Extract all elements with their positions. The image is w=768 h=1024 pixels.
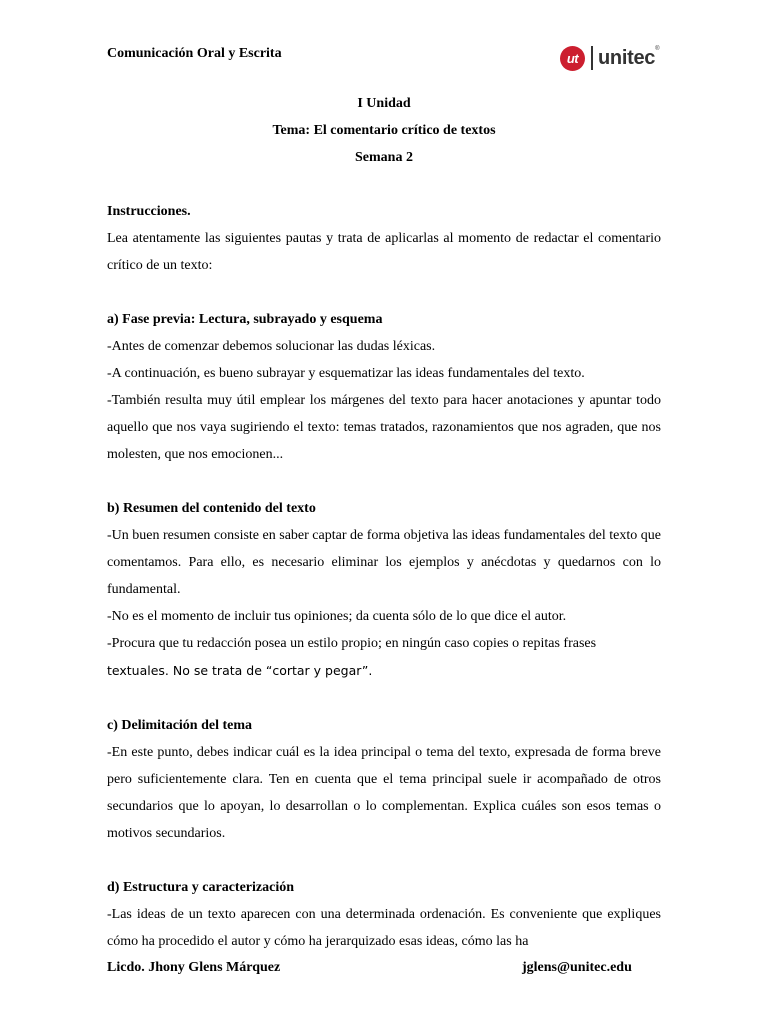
footer-author: Licdo. Jhony Glens Márquez bbox=[107, 960, 281, 975]
registered-mark: ® bbox=[655, 46, 660, 52]
spacer bbox=[107, 171, 661, 198]
week-title: Semana 2 bbox=[355, 150, 413, 165]
spacer bbox=[107, 847, 661, 874]
unitec-logo bbox=[560, 44, 660, 72]
course-title: Comunicación Oral y Escrita bbox=[107, 46, 282, 61]
section-a-item: -También resulta muy útil emplear los márgenes del texto para hacer anotaciones y apuntar todo aquello que nos vaya sugiriendo el texto: temas tratados, razonamientos que nos agraden, que nos molesten, que nos emocionen... bbox=[107, 393, 661, 462]
section-a-item: -A continuación, es bueno subrayar y esquematizar las ideas fundamentales del texto. bbox=[107, 366, 585, 381]
section-b-item-last bbox=[107, 630, 661, 685]
instructions-heading: Instrucciones. bbox=[107, 204, 191, 219]
spacer bbox=[107, 279, 661, 306]
section-a-heading: a) Fase previa: Lectura, subrayado y esquema bbox=[107, 312, 383, 327]
instructions-text: Lea atentamente las siguientes pautas y trata de aplicarlas al momento de redactar el comentario crítico de un texto: bbox=[107, 231, 661, 273]
section-d-heading: d) Estructura y caracterización bbox=[107, 880, 294, 895]
section-b-item: -No es el momento de incluir tus opiniones; da cuenta sólo de lo que dice el autor. bbox=[107, 609, 567, 624]
section-b-item: -Un buen resumen consiste en saber captar de forma objetiva las ideas fundamentales del texto que comentamos. Para ello, es necesario eliminar los ejemplos y anécdotas y quedarnos con lo fundamental. bbox=[107, 528, 661, 597]
topic-title: Tema: El comentario crítico de textos bbox=[272, 123, 496, 138]
logo-wordmark: unitec bbox=[598, 47, 656, 69]
section-b-last-tail: textuales. No se trata de “cortar y pegar”. bbox=[107, 663, 373, 678]
spacer bbox=[107, 468, 661, 495]
footer-email: jglens@unitec.edu bbox=[522, 960, 632, 975]
unit-title: I Unidad bbox=[357, 96, 411, 111]
document-body bbox=[107, 90, 661, 955]
section-b-last-main: -Procura que tu redacción posea un estilo propio; en ningún caso copies o repitas frases bbox=[107, 636, 597, 651]
section-b-heading: b) Resumen del contenido del texto bbox=[107, 501, 316, 516]
ut-logo-icon: ut bbox=[560, 46, 585, 71]
section-a-item: -Antes de comenzar debemos solucionar las dudas léxicas. bbox=[107, 339, 436, 354]
section-d-item: -Las ideas de un texto aparecen con una determinada ordenación. Es conveniente que expliques cómo ha procedido el autor y cómo ha jerarquizado esas ideas, cómo las ha bbox=[107, 907, 661, 949]
spacer bbox=[107, 685, 661, 712]
logo-divider bbox=[591, 46, 593, 70]
section-c-heading: c) Delimitación del tema bbox=[107, 718, 253, 733]
section-c-item: -En este punto, debes indicar cuál es la idea principal o tema del texto, expresada de forma breve pero suficientemente clara. Ten en cuenta que el tema principal suele ir acompañado de otros secundarios que lo apoyan, lo desarrollan o lo complementan. Explica cuáles son esos temas o motivos secundarios. bbox=[107, 745, 661, 841]
